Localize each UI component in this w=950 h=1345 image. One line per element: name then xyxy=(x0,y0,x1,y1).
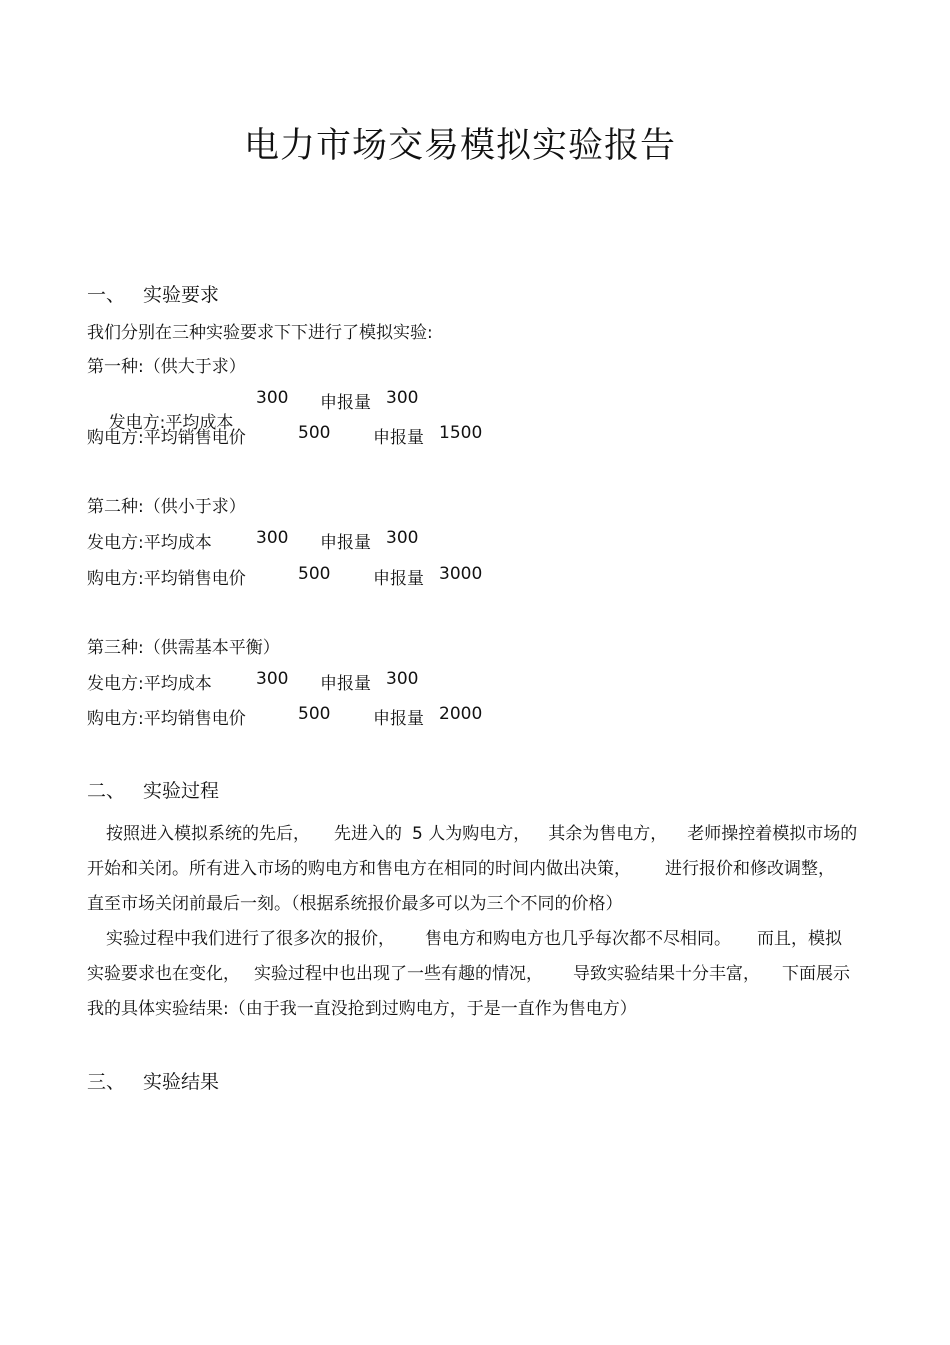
generator-qty-label: 申报量 xyxy=(320,533,371,553)
buyer-qty: 1500 xyxy=(439,423,483,443)
scenario-label: 第二种:（供小于求） xyxy=(87,497,246,517)
buyer-qty-label: 申报量 xyxy=(373,709,424,729)
scenario-label: 第一种:（供大于求） xyxy=(87,357,246,377)
generator-cost: 300 xyxy=(256,669,289,689)
process-paragraph-1: 按照进入模拟系统的先后， 先进入的 5 人为购电方， 其余为售电方， 老师操控着模拟市场的 开始和关闭。所有进入市场的购电方和售电方在相同的时间内做出决策， 进行报价和修改调整， 直至市场关闭前最后一刻。（根据系统报价最多可以为三个不同的价格） xyxy=(87,824,858,914)
buyer-qty-label: 申报量 xyxy=(373,569,424,589)
section-number: 二、 xyxy=(87,780,126,802)
section-title: 实验要求 xyxy=(143,284,220,306)
buyer-price: 500 xyxy=(298,704,331,724)
buyer-qty: 2000 xyxy=(439,704,483,724)
section-title: 实验结果 xyxy=(143,1071,220,1093)
generator-cost: 300 xyxy=(256,388,289,408)
section-heading-3 xyxy=(87,1067,219,1094)
scenario-label: 第三种:（供需基本平衡） xyxy=(87,638,280,658)
generator-qty-label: 申报量 xyxy=(320,393,371,413)
buyer-price: 500 xyxy=(298,423,331,443)
buyer-qty-label: 申报量 xyxy=(373,428,424,448)
generator-label: 发电方:平均成本 xyxy=(87,674,212,694)
section-number: 三、 xyxy=(87,1071,126,1093)
section-title: 实验过程 xyxy=(143,780,220,802)
buyer-price: 500 xyxy=(298,564,331,584)
buyer-label: 购电方:平均销售电价 xyxy=(87,428,246,448)
process-paragraph-2: 实验过程中我们进行了很多次的报价， 售电方和购电方也几乎每次都不尽相同。 而且，模拟 实验要求也在变化， 实验过程中也出现了一些有趣的情况， 导致实验结果十分丰富， 下面展示 我的具体实验结果:（由于我一直没抢到过购电方，于是一直作为售电方） xyxy=(87,929,850,1019)
generator-qty-label: 申报量 xyxy=(320,674,371,694)
generator-qty: 300 xyxy=(386,528,419,548)
intro-text: 我们分别在三种实验要求下下进行了模拟实验: xyxy=(87,323,433,343)
generator-cost: 300 xyxy=(256,528,289,548)
generator-label: 发电方:平均成本 xyxy=(87,533,212,553)
section-heading-2 xyxy=(87,776,219,803)
generator-qty: 300 xyxy=(386,669,419,689)
page-title: 电力市场交易模拟实验报告 xyxy=(243,126,676,166)
generator-label: 发电方:平均成本 xyxy=(108,413,234,433)
buyer-qty: 3000 xyxy=(439,564,483,584)
section-heading-1 xyxy=(87,280,219,307)
buyer-label: 购电方:平均销售电价 xyxy=(87,709,246,729)
buyer-label: 购电方:平均销售电价 xyxy=(87,569,246,589)
generator-qty: 300 xyxy=(386,388,419,408)
section-number: 一、 xyxy=(87,284,126,306)
